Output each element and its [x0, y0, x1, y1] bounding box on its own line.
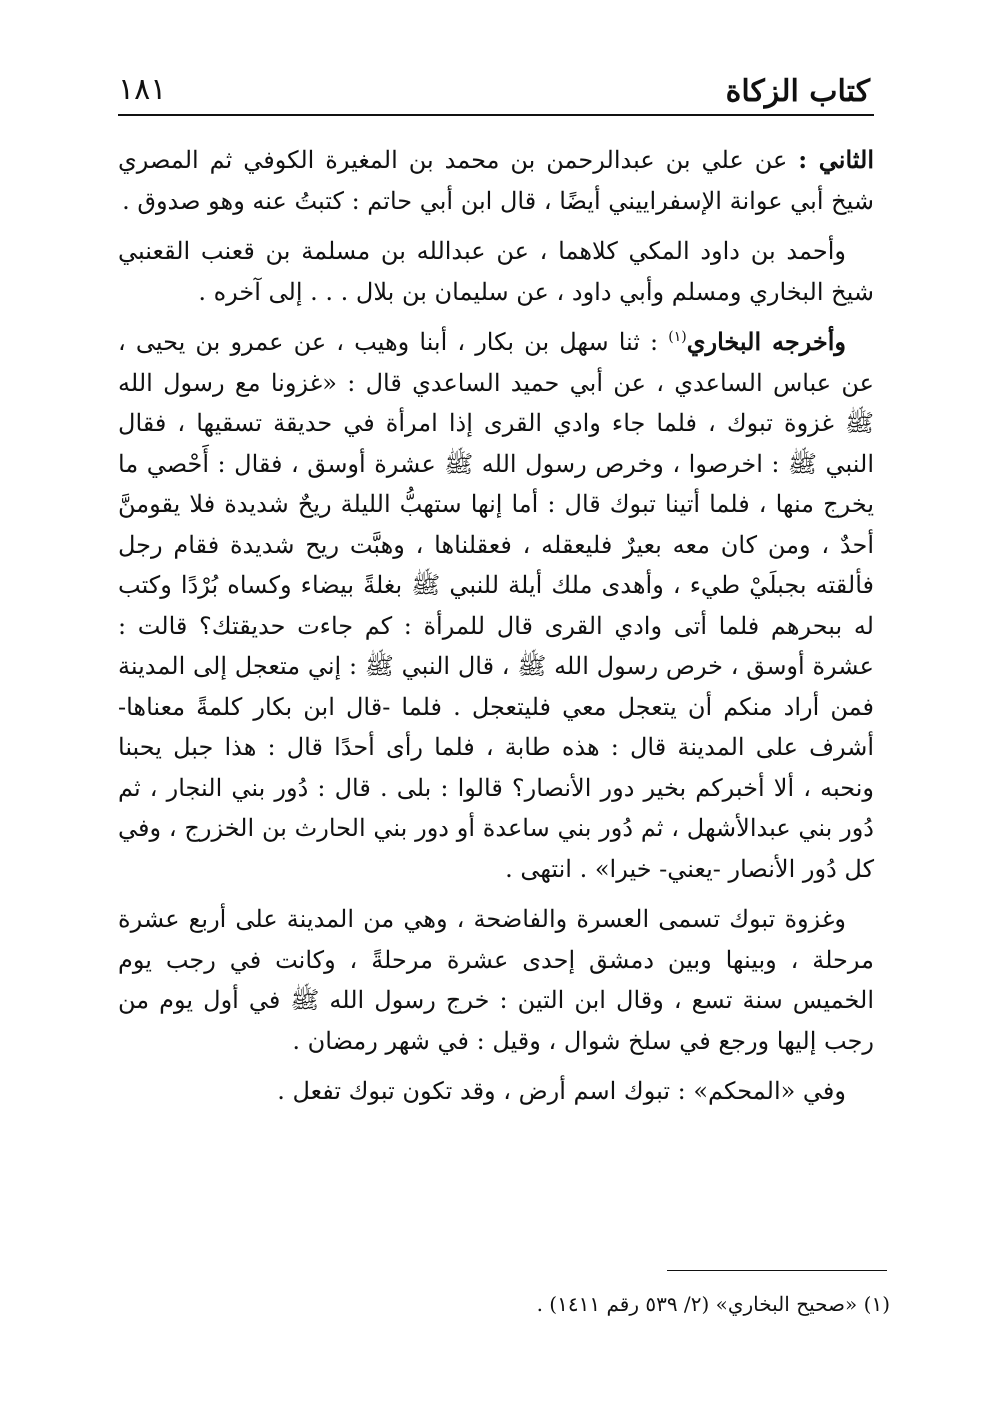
- paragraph-text: : ثنا سهل بن بكار ، أبنا وهيب ، عن عمرو بن يحيى ، عن عباس الساعدي ، عن أبي حميد الساعدي قال : «غزونا مع رسول الله ﷺ غزوة تبوك ، فلما جاء وادي القرى إذا امرأة في حديقة تسقيها ، فقال النبي ﷺ : اخرصوا ، وخرص رسول الله ﷺ عشرة أوسق ، فقال : أَحْصي ما يخرج منها ، فلما أتينا تبوك قال : أما إنها ستهبُّ الليلة ريحٌ شديدة فلا يقومنَّ أحدٌ ، ومن كان معه بعيرٌ فليعقله ، فعقلناها ، وهبَّت ريح شديدة فقام رجل فألقته بجبلَيْ طيء ، وأهدى ملك أيلة للنبي ﷺ بغلةً بيضاء وكساه بُرْدًا وكتب له ببحرهم فلما أتى وادي القرى قال للمرأة : كم جاءت حديقتك؟ قالت : عشرة أوسق ، خرص رسول الله ﷺ ، قال النبي ﷺ : إني متعجل إلى المدينة فمن أراد منكم أن يتعجل معي فليتعجل . فلما -قال ابن بكار كلمةً معناها- أشرف على المدينة قال : هذه طابة ، فلما رأى أحدًا قال : هذا جبل يحبنا ونحبه ، ألا أخبركم بخير دور الأنصار؟ قالوا : بلى . قال : دُور بني النجار ، ثم دُور بني عبدالأشهل ، ثم دُور بني ساعدة أو دور بني الحارث بن الخزرج ، وفي كل دُور الأنصار -يعني- خيرا» . انتهى .: [118, 328, 875, 883]
- paragraph-lead: وأخرجه البخاري: [686, 327, 847, 356]
- paragraph-2: [118, 231, 874, 312]
- main-text: [118, 140, 874, 1122]
- page-header: [118, 62, 870, 112]
- paragraph-4: [118, 899, 874, 1061]
- paragraph-3: [118, 322, 874, 889]
- paragraph-text: وفي «المحكم» : تبوك اسم أرض ، وقد تكون تبوك تفعل .: [277, 1077, 846, 1105]
- footnote: (١) «صحيح البخاري» (٢/ ٥٣٩ رقم ١٤١١) .: [536, 1292, 890, 1316]
- paragraph-text: وغزوة تبوك تسمى العسرة والفاضحة ، وهي من المدينة على أربع عشرة مرحلة ، وبينها وبين دمشق إحدى عشرة مرحلةً ، وكانت في رجب يوم الخميس سنة تسع ، وقال ابن التين : خرج رسول الله ﷺ في أول يوم من رجب إليها ورجع في سلخ شوال ، وقيل : في شهر رمضان .: [118, 905, 874, 1055]
- footnote-reference[interactable]: (١): [668, 329, 687, 345]
- header-divider: [118, 114, 874, 116]
- paragraph-text: وأحمد بن داود المكي كلاهما ، عن عبدالله بن مسلمة بن قعنب القعنبي شيخ البخاري ومسلم وأبي داود ، عن سليمان بن بلال . . . إلى آخره .: [118, 237, 874, 306]
- paragraph-lead: الثاني :: [798, 145, 874, 174]
- page-number: ١٨١: [118, 72, 167, 107]
- paragraph-1: [118, 140, 874, 221]
- paragraph-text: عن علي بن عبدالرحمن بن محمد بن المغيرة الكوفي ثم المصري شيخ أبي عوانة الإسفراييني أيضًا ، قال ابن أبي حاتم : كتبتُ عنه وهو صدوق .: [118, 146, 874, 215]
- paragraph-5: [118, 1071, 874, 1112]
- footnote-divider: [667, 1270, 887, 1271]
- chapter-title: كتاب الزكاة: [725, 74, 870, 109]
